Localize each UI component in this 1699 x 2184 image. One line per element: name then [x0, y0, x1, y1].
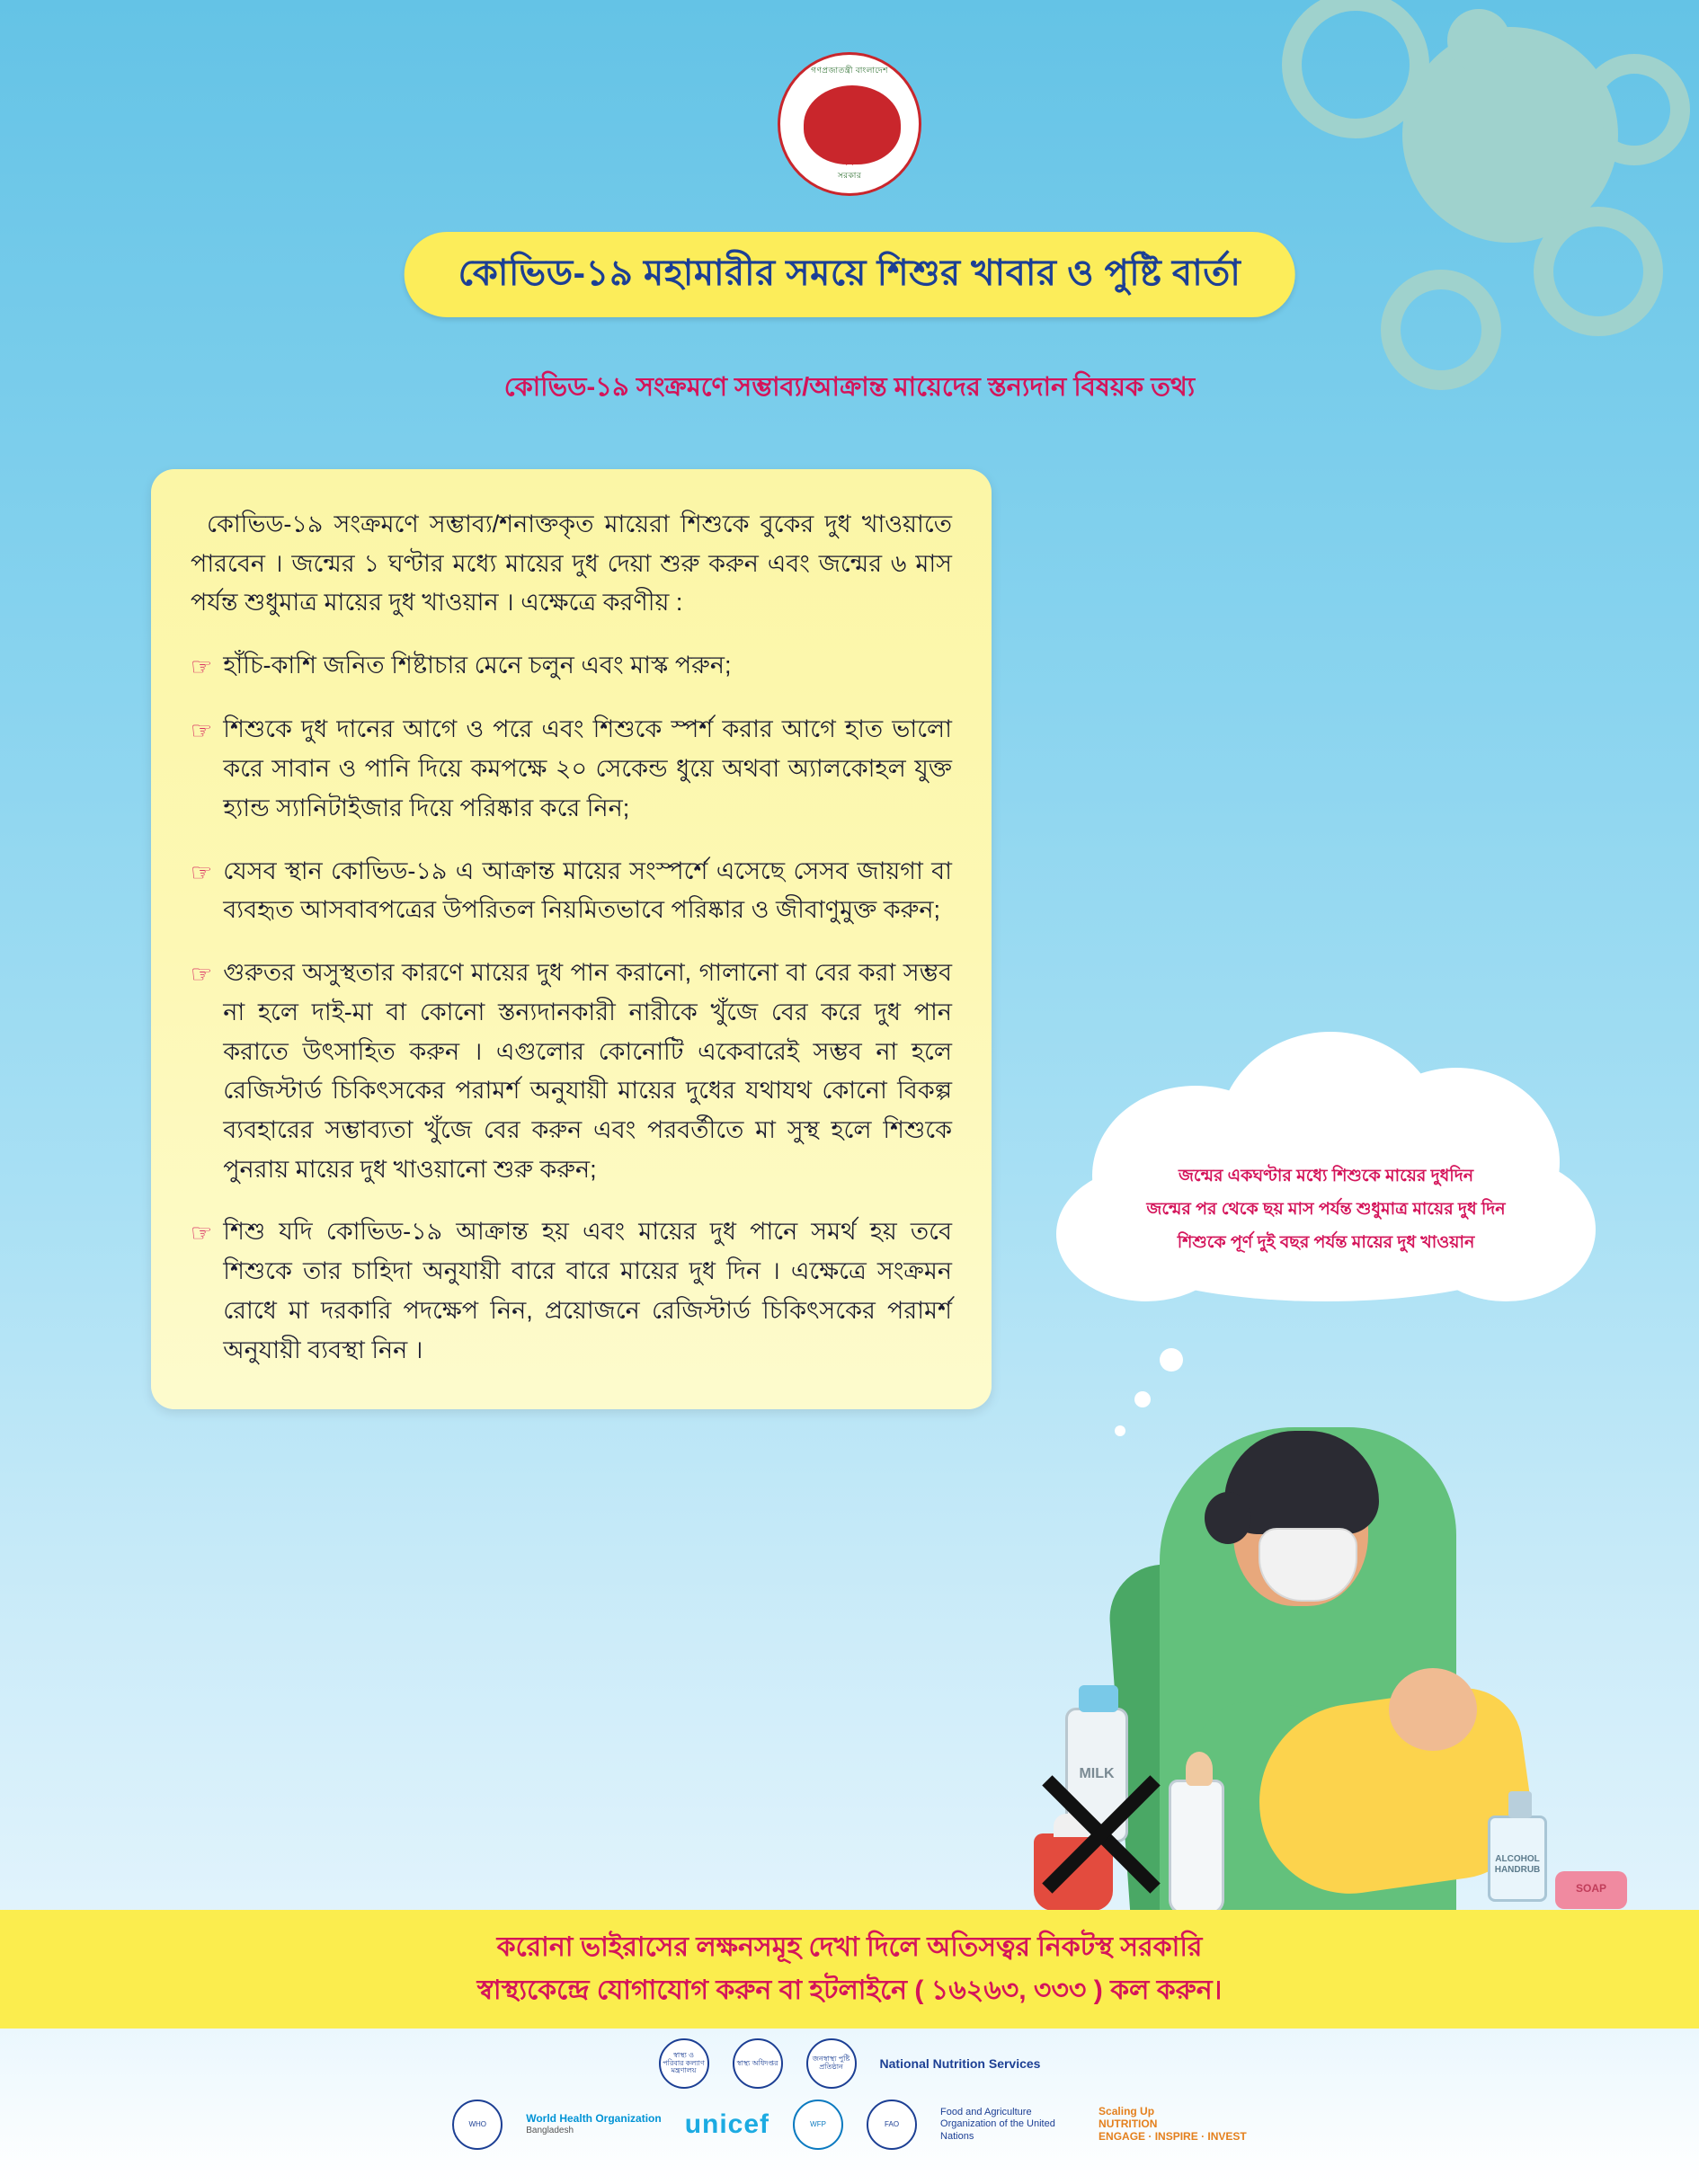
- cloud-line-2: জন্মের পর থেকে ছয় মাস পর্যন্ত শুধুমাত্র মায়ের দুধ দিন: [1146, 1200, 1506, 1220]
- pointing-hand-icon: ☞: [191, 653, 213, 681]
- mother-hair-bun: [1205, 1492, 1251, 1544]
- list-item: [191, 954, 952, 1189]
- sun-logo-tagline: ENGAGE · INSPIRE · INVEST: [1099, 2129, 1247, 2143]
- emblem-star-icon: ★: [842, 152, 857, 169]
- hand-sanitizer-icon: [1488, 1816, 1547, 1902]
- cloud-line-3: শিশুকে পূর্ণ দুই বছর পর্যন্ত মায়ের দুধ খাওয়ান: [1177, 1233, 1475, 1253]
- pointing-hand-icon: ☞: [191, 1220, 213, 1247]
- prohibition-cross-icon: [1025, 1757, 1178, 1910]
- nns-logo: National Nutrition Services: [879, 2055, 1041, 2071]
- ipha-logo: জনস্বাস্থ্য পুষ্টি প্রতিষ্ঠান: [806, 2038, 857, 2089]
- unicef-logo: unicef: [684, 2109, 770, 2139]
- pointing-hand-icon: ☞: [191, 717, 213, 745]
- logo-row-top: [659, 2038, 1041, 2089]
- list-item: [191, 710, 952, 828]
- who-logo-text: [526, 2113, 661, 2135]
- pointing-hand-icon: ☞: [191, 858, 213, 886]
- sun-logo: [1099, 2106, 1247, 2143]
- emblem-circle: [778, 52, 921, 196]
- list-item-text: গুরুতর অসুস্থতার কারণে মায়ের দুধ পান করানো, গালানো বা বের করা সম্ভব না হলে দাই-মা বা কোনো স্তন্যদানকারী নারীকে খুঁজে বের করে দুধ পান করাতে উৎসাহিত করুন । এগুলোর কোনোটি একেবারেই সম্ভব না হলে রেজিস্টার্ড চিকিৎসকের পরামর্শ অনুযায়ী মায়ের দুধের যথাযথ কোনো বিকল্প ব্যবহারের সম্ভাব্যতা খুঁজে বের করুন এবং পরবর্তীতে মা সুস্থ হলে শিশুকে পুনরায় মায়ের দুধ খাওয়ানো শুরু করুন;: [223, 959, 952, 1183]
- intro-paragraph: কোভিড-১৯ সংক্রমণে সম্ভাব্য/শনাক্তকৃত মায়েরা শিশুকে বুকের দুধ খাওয়াতে পারবেন । জন্মের ১ ঘণ্টার মধ্যে মায়ের দুধ দেয়া শুরু করুন এবং জন্মের ৬ মাস পর্যন্ত শুধুমাত্র মায়ের দুধ খাওয়ান । এক্ষেত্রে করণীয় :: [191, 510, 952, 617]
- who-logo-name: World Health Organization: [526, 2112, 662, 2126]
- milk-bottle-label: MILK: [1079, 1766, 1115, 1781]
- title-banner: [405, 232, 1295, 317]
- thought-cloud: [1056, 1014, 1596, 1310]
- who-logo-country: Bangladesh: [526, 2126, 574, 2136]
- cloud-message: [1090, 1159, 1561, 1259]
- content-card: [151, 469, 992, 1409]
- logo-row-bottom: [452, 2100, 1247, 2150]
- footer-line-2: স্বাস্থ্যকেন্দ্রে যোগাযোগ করুন বা হটলাইনে ( ১৬২৬৩, ৩৩৩ ) কল করুন।: [476, 1975, 1223, 2005]
- government-emblem: [773, 52, 926, 205]
- bottle-nipple: [1186, 1752, 1213, 1786]
- list-item-text: হাঁচি-কাশি জনিত শিষ্টাচার মেনে চলুন এবং মাস্ক পরুন;: [223, 652, 732, 679]
- list-item: [191, 646, 952, 687]
- sanitizer-label: ALCOHOL HANDRUB: [1494, 1854, 1541, 1875]
- footer-hotline-strip: [0, 1910, 1699, 2029]
- logo-bar: [0, 2038, 1699, 2173]
- virus-dot-icon: [1447, 9, 1510, 72]
- pointing-hand-icon: ☞: [191, 961, 213, 989]
- cloud-line-1: জন্মের একঘণ্টার মধ্যে শিশুকে মায়ের দুধদিন: [1178, 1167, 1474, 1185]
- fao-emblem-icon: FAO: [867, 2100, 917, 2150]
- page-title: কোভিড-১৯ মহামারীর সময়ে শিশুর খাবার ও পুষ্টি বার্তা: [458, 253, 1241, 293]
- soap-label: SOAP: [1575, 1882, 1606, 1895]
- virus-spike-icon: [1534, 207, 1663, 336]
- emblem-bottom-text: সরকার: [837, 171, 862, 180]
- who-emblem-icon: WHO: [452, 2100, 503, 2150]
- list-item-text: যেসব স্থান কোভিড-১৯ এ আক্রান্ত মায়ের সংস্পর্শে এসেছে সেসব জায়গা বা ব্যবহৃত আসবাবপত্রের উপরিতল নিয়মিতভাবে পরিষ্কার ও জীবাণুমুক্ত করুন;: [223, 857, 952, 924]
- list-item: [191, 1212, 952, 1370]
- list-item: [191, 852, 952, 930]
- face-mask-icon: [1259, 1528, 1357, 1602]
- thought-bubble-dot: [1160, 1348, 1183, 1372]
- sanitizer-pump: [1508, 1791, 1532, 1818]
- page-subtitle: কোভিড-১৯ সংক্রমণে সম্ভাব্য/আক্রান্ত মায়েদের স্তন্যদান বিষয়ক তথ্য: [503, 373, 1196, 402]
- govt-health-logo: স্বাস্থ্য ও পরিবার কল্যাণ মন্ত্রণালয়: [659, 2038, 709, 2089]
- virus-spike-icon: [1579, 54, 1690, 165]
- list-item-text: শিশু যদি কোভিড-১৯ আক্রান্ত হয় এবং মায়ের দুধ পানে সমর্থ হয় তবে শিশুকে তার চাহিদা অনুযায়ী বারে বারে মায়ের দুধ দিন । এক্ষেত্রে সংক্রমন রোধে মা দরকারি পদক্ষেপ নিন, প্রয়োজনে রেজিস্টার্ড চিকিৎসকের পরামর্শ অনুযায়ী ব্যবস্থা নিন ।: [223, 1218, 952, 1363]
- fao-logo-text: Food and Agriculture Organization of the United Nations: [940, 2107, 1055, 2142]
- thought-bubble-dot: [1134, 1391, 1151, 1407]
- sun-logo-sub: NUTRITION: [1099, 2117, 1158, 2131]
- milk-bottle-cap: [1079, 1685, 1118, 1712]
- soap-bar-icon: [1555, 1871, 1627, 1909]
- emblem-top-text: গণপ্রজাতন্ত্রী বাংলাদেশ: [811, 66, 888, 75]
- footer-line-1: করোনা ভাইরাসের লক্ষনসমূহ দেখা দিলে অতিসত্বর নিকটস্থ সরকারি: [496, 1931, 1203, 1962]
- dghs-logo: স্বাস্থ্য অধিদপ্তর: [733, 2038, 783, 2089]
- baby-head: [1389, 1668, 1477, 1751]
- list-item-text: শিশুকে দুধ দানের আগে ও পরে এবং শিশুকে স্পর্শ করার আগে হাত ভালো করে সাবান ও পানি দিয়ে কমপক্ষে ২০ সেকেন্ড ধুয়ে অথবা অ্যালকোহল যুক্ত হ্যান্ড স্যানিটাইজার দিয়ে পরিষ্কার করে নিন;: [223, 715, 952, 821]
- sun-logo-title: Scaling Up: [1099, 2105, 1155, 2118]
- thought-bubble-dot: [1115, 1425, 1125, 1436]
- wfp-logo: WFP: [793, 2100, 843, 2150]
